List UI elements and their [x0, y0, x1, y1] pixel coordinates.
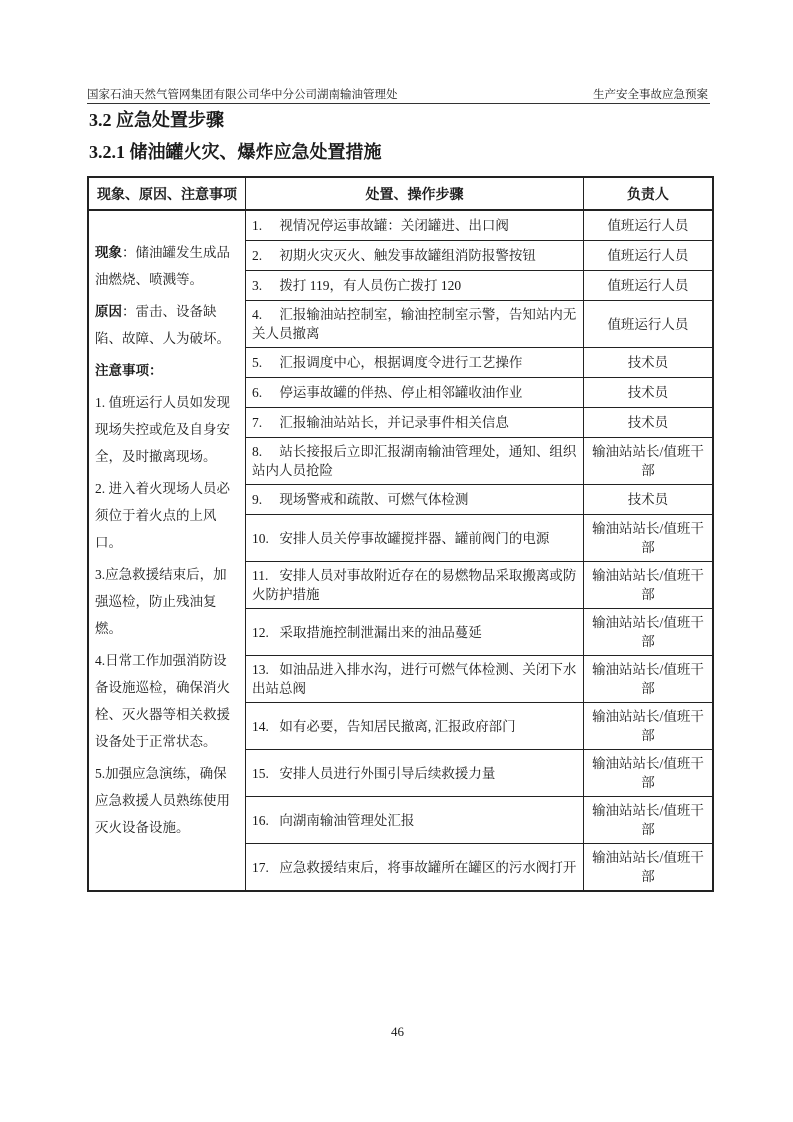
- table-row: [88, 210, 713, 241]
- cause-paragraph: [95, 298, 239, 352]
- header-document-title: 生产安全事故应急预案: [593, 89, 708, 101]
- phenomenon-paragraph: [95, 239, 239, 293]
- section-title: 3.2 应急处置步骤: [89, 110, 224, 130]
- note-item: 1. 值班运行人员如发现现场失控或危及自身安全，及时撤离现场。: [95, 395, 230, 464]
- responsible-cell: 输油站站长/值班干部: [583, 609, 713, 656]
- header-responsible: 负责人: [583, 177, 713, 210]
- step-cell: 14. 如有必要，告知居民撤离, 汇报政府部门: [246, 703, 584, 750]
- subsection-title: 3.2.1 储油罐火灾、爆炸应急处置措施: [89, 142, 382, 162]
- emergency-procedure-table: [87, 176, 714, 892]
- responsible-cell: 技术员: [583, 408, 713, 438]
- responsible-cell: 值班运行人员: [583, 271, 713, 301]
- step-cell: 7. 汇报输油站站长，并记录事件相关信息: [246, 408, 584, 438]
- step-cell: 6. 停运事故罐的伴热、停止相邻罐收油作业: [246, 378, 584, 408]
- header-steps: 处置、操作步骤: [246, 177, 584, 210]
- step-cell: 17. 应急救援结束后，将事故罐所在罐区的污水阀打开: [246, 844, 584, 892]
- step-cell: 11. 安排人员对事故附近存在的易燃物品采取搬离或防火防护措施: [246, 562, 584, 609]
- responsible-cell: 输油站站长/值班干部: [583, 703, 713, 750]
- responsible-cell: 输油站站长/值班干部: [583, 750, 713, 797]
- page-number: 46: [391, 1024, 404, 1039]
- step-cell: 13. 如油品进入排水沟，进行可燃气体检测、关闭下水出站总阀: [246, 656, 584, 703]
- note-item: 5.加强应急演练，确保应急救援人员熟练使用灭火设备设施。: [95, 766, 230, 835]
- responsible-cell: 输油站站长/值班干部: [583, 562, 713, 609]
- step-cell: 16. 向湖南输油管理处汇报: [246, 797, 584, 844]
- step-cell: 4. 汇报输油站控制室，输油控制室示警，告知站内无关人员撤离: [246, 301, 584, 348]
- step-cell: 5. 汇报调度中心，根据调度令进行工艺操作: [246, 348, 584, 378]
- phenomenon-text: ：储油罐发生成品油燃烧、喷溅等。: [95, 245, 230, 287]
- cause-text: ：雷击、设备缺陷、故障、人为破坏。: [95, 304, 230, 346]
- step-cell: 12. 采取措施控制泄漏出来的油品蔓延: [246, 609, 584, 656]
- cause-label: 原因: [95, 304, 122, 319]
- responsible-cell: 输油站站长/值班干部: [583, 844, 713, 892]
- phenomenon-cause-notes-cell: [88, 210, 246, 891]
- responsible-cell: 值班运行人员: [583, 210, 713, 241]
- header-phenomenon: 现象、原因、注意事项: [88, 177, 246, 210]
- responsible-cell: 输油站站长/值班干部: [583, 656, 713, 703]
- step-cell: 9. 现场警戒和疏散、可燃气体检测: [246, 485, 584, 515]
- responsible-cell: 值班运行人员: [583, 241, 713, 271]
- step-cell: 2. 初期火灾灭火、触发事故罐组消防报警按钮: [246, 241, 584, 271]
- step-cell: 15. 安排人员进行外围引导后续救援力量: [246, 750, 584, 797]
- header-organization: 国家石油天然气管网集团有限公司华中分公司湖南输油管理处: [87, 89, 398, 101]
- responsible-cell: 技术员: [583, 348, 713, 378]
- step-cell: 8. 站长接报后立即汇报湖南输油管理处，通知、组织站内人员抢险: [246, 438, 584, 485]
- table-header-row: [88, 177, 713, 210]
- responsible-cell: 输油站站长/值班干部: [583, 515, 713, 562]
- page-header: [87, 86, 710, 104]
- responsible-cell: 输油站站长/值班干部: [583, 797, 713, 844]
- step-cell: 1. 视情况停运事故罐：关闭罐进、出口阀: [246, 210, 584, 241]
- responsible-cell: 输油站站长/值班干部: [583, 438, 713, 485]
- step-cell: 10. 安排人员关停事故罐搅拌器、罐前阀门的电源: [246, 515, 584, 562]
- note-item: 2. 进入着火现场人员必须位于着火点的上风口。: [95, 481, 230, 550]
- responsible-cell: 值班运行人员: [583, 301, 713, 348]
- responsible-cell: 技术员: [583, 378, 713, 408]
- phenomenon-label: 现象: [95, 245, 122, 260]
- step-cell: 3. 拨打 119，有人员伤亡拨打 120: [246, 271, 584, 301]
- note-item: 3.应急救援结束后，加强巡检，防止残油复燃。: [95, 567, 227, 636]
- responsible-cell: 技术员: [583, 485, 713, 515]
- notes-heading: 注意事项：: [95, 363, 163, 378]
- note-item: 4.日常工作加强消防设备设施巡检，确保消火栓、灭火器等相关救援设备处于正常状态。: [95, 653, 230, 749]
